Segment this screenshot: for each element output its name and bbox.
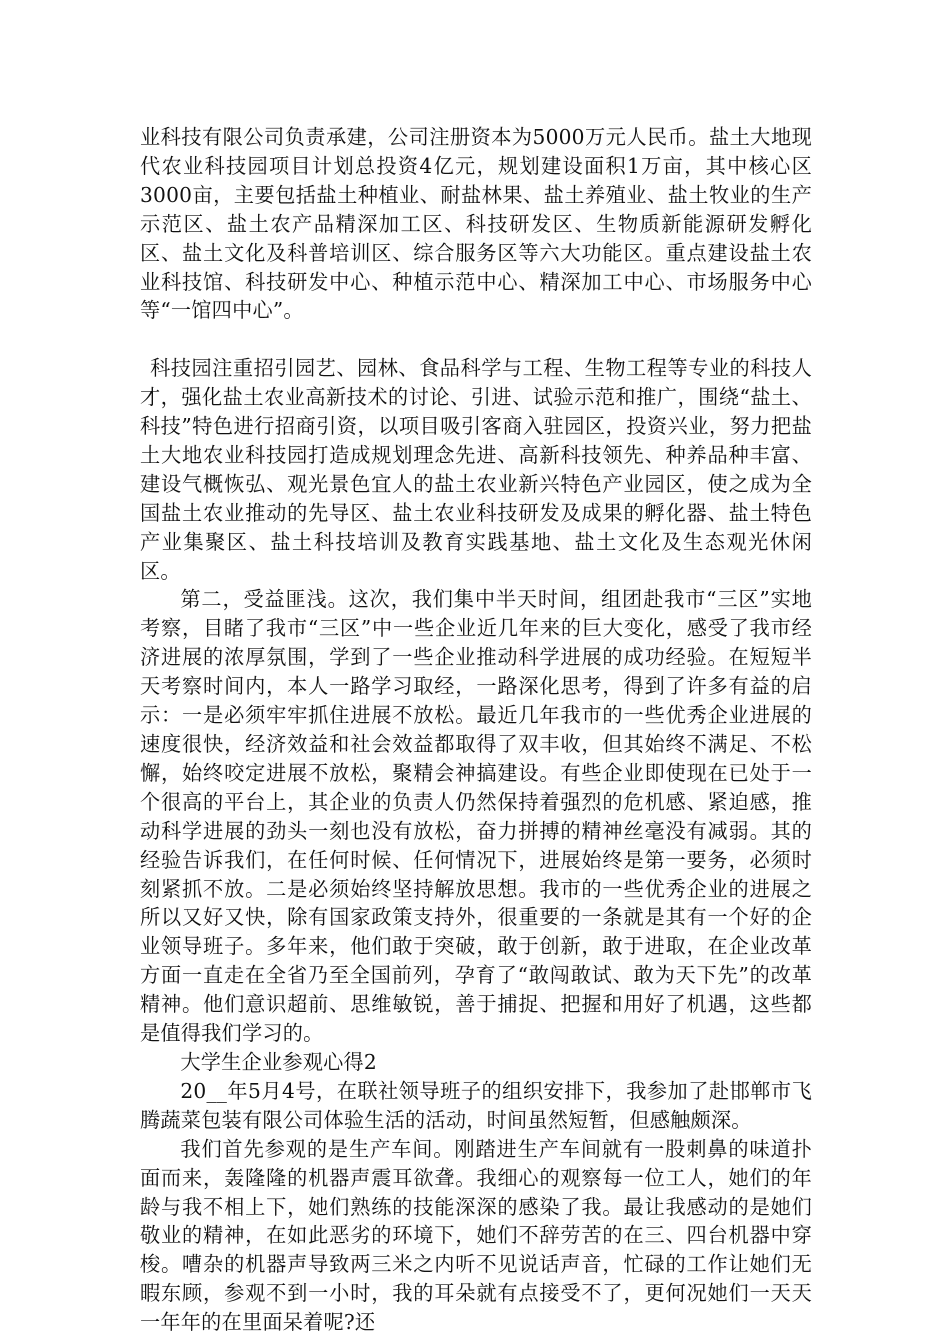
document-body	[140, 123, 812, 1337]
paragraph-2: 科技园注重招引园艺、园林、食品科学与工程、生物工程等专业的科技人才，强化盐土农业高新技术的讨论、引进、试验示范和推广，围绕“盐土、科技”特色进行招商引资，以项目吸引客商入驻园区，投资兴业，努力把盐土大地农业科技园打造成规划理念先进、高新科技领先、种养品种丰富、建设气概恢弘、观光景色宜人的盐土农业新兴特色产业园区，使之成为全国盐土农业推动的先导区、盐土农业科技研发及成果的孵化器、盐土特色产业集聚区、盐土科技培训及教育实践基地、盐土文化及生态观光休闲区。	[140, 356, 812, 583]
paragraph-4: 20__年5月4号，在联社领导班子的组织安排下，我参加了赴邯郸市飞腾蔬菜包装有限公司体验生活的活动，时间虽然短暂，但感触颇深。	[140, 1078, 812, 1132]
section-heading: 大学生企业参观心得2	[180, 1049, 377, 1074]
paragraph-spacer	[140, 325, 812, 354]
paragraph-1: 业科技有限公司负责承建，公司注册资本为5000万元人民币。盐土大地现代农业科技园项目计划总投资4亿元，规划建设面积1万亩，其中核心区3000亩，主要包括盐土种植业、耐盐林果、盐土养殖业、盐土牧业的生产示范区、盐土农产品精深加工区、科技研发区、生物质新能源研发孵化区、盐土文化及科普培训区、综合服务区等六大功能区。重点建设盐土农业科技馆、科技研发中心、种植示范中心、精深加工中心、市场服务中心等“一馆四中心”。	[140, 125, 812, 323]
paragraph-5: 我们首先参观的是生产车间。刚踏进生产车间就有一股刺鼻的味道扑面而来，轰隆隆的机器声震耳欲聋。我细心的观察每一位工人，她们的年龄与我不相上下，她们熟练的技能深深的感染了我。最让我感动的是她们敬业的精神，在如此恶劣的环境下，她们不辞劳苦的在三、四台机器中穿梭。嘈杂的机器声导致两三米之内听不见说话声音，忙碌的工作让她们无暇东顾，参观不到一小时，我的耳朵就有点接受不了，更何况她们一天天一年年的在里面呆着呢?还	[140, 1136, 812, 1335]
paragraph-3: 第二，受益匪浅。这次，我们集中半天时间，组团赴我市“三区”实地考察，目睹了我市“三区”中一些企业近几年来的巨大变化，感受了我市经济进展的浓厚氛围，学到了一些企业推动科学进展的成功经验。在短短半天考察时间内，本人一路学习取经，一路深化思考，得到了许多有益的启示：一是必须牢牢抓住进展不放松。最近几年我市的一些优秀企业进展的速度很快，经济效益和社会效益都取得了双丰收，但其始终不满足、不松懈，始终咬定进展不放松，聚精会神搞建设。有些企业即使现在已处于一个很高的平台上，其企业的负责人仍然保持着强烈的危机感、紧迫感，推动科学进展的劲头一刻也没有放松，奋力拼搏的精神丝毫没有减弱。其的经验告诉我们，在任何时候、任何情况下，进展始终是第一要务，必须时刻紧抓不放。二是必须始终坚持解放思想。我市的一些优秀企业的进展之所以又好又快，除有国家政策支持外，很重要的一条就是其有一个好的企业领导班子。多年来，他们敢于突破，敢于创新，敢于进取，在企业改革方面一直走在全省乃至全国前列，孕育了“敢闯敢试、敢为天下先”的改革精神。他们意识超前、思维敏锐，善于捕捉、把握和用好了机遇，这些都是值得我们学习的。	[140, 587, 812, 1046]
